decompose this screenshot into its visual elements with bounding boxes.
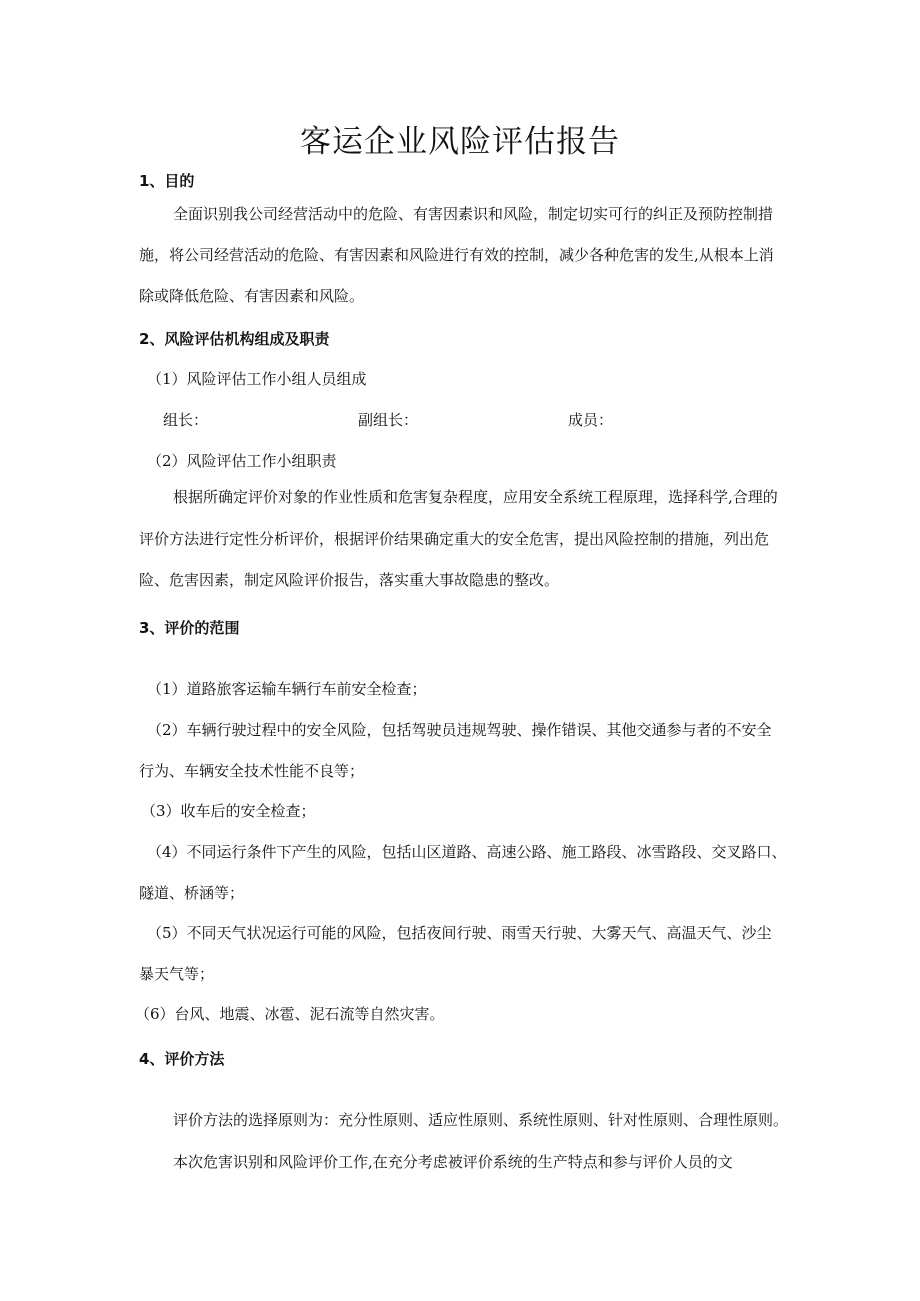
section-4-line-1: 评价方法的选择原则为：充分性原则、适应性原则、系统性原则、针对性原则、合理性原则。 (173, 1111, 789, 1129)
scope-item-2: （2）车辆行驶过程中的安全风险，包括驾驶员违规驾驶、操作错误、其他交通参与者的不安全 (147, 721, 772, 739)
role-deputy-label: 副组长： (358, 411, 419, 429)
section-1-heading: 1、目的 (139, 172, 195, 190)
document-title: 客运企业风险评估报告 (300, 124, 620, 160)
section-2-line-3: 险、危害因素，制定风险评价报告，落实重大事故隐患的整改。 (139, 571, 560, 589)
section-2-sub-1: （1）风险评估工作小组人员组成 (147, 370, 367, 388)
section-2-line-1: 根据所确定评价对象的作业性质和危害复杂程度，应用安全系统工程原理，选择科学,合理的 (173, 488, 778, 506)
section-3-heading: 3、评价的范围 (139, 619, 240, 637)
scope-item-6: （6）台风、地震、冰雹、泥石流等自然灾害。 (135, 1005, 445, 1023)
scope-item-2-cont: 行为、车辆安全技术性能不良等； (139, 762, 365, 780)
section-1-line-1: 全面识别我公司经营活动中的危险、有害因素识和风险，制定切实可行的纠正及预防控制措 (173, 205, 774, 223)
section-2-line-2: 评价方法进行定性分析评价，根据评价结果确定重大的安全危害，提出风险控制的措施，列出危 (139, 530, 770, 548)
section-4-heading: 4、评价方法 (139, 1050, 225, 1068)
section-2-sub-2: （2）风险评估工作小组职责 (147, 452, 337, 470)
role-leader-label: 组长： (163, 411, 209, 429)
role-member-label: 成员： (568, 411, 614, 429)
section-1-line-2: 施，将公司经营活动的危险、有害因素和风险进行有效的控制，减少各种危害的发生,从根本上消 (139, 246, 774, 264)
scope-item-5: （5）不同天气状况运行可能的风险，包括夜间行驶、雨雪天行驶、大雾天气、高温天气、沙尘 (147, 924, 772, 942)
section-2-heading: 2、风险评估机构组成及职责 (139, 330, 330, 348)
scope-item-3: （3）收车后的安全检查； (141, 802, 316, 820)
scope-item-1: （1）道路旅客运输车辆行车前安全检查； (147, 680, 427, 698)
scope-item-4-cont: 隧道、桥涵等； (139, 884, 245, 902)
scope-item-4: （4）不同运行条件下产生的风险，包括山区道路、高速公路、施工路段、冰雪路段、交叉路口、 (147, 843, 787, 861)
scope-item-5-cont: 暴天气等； (139, 965, 215, 983)
section-4-line-2: 本次危害识别和风险评价工作,在充分考虑被评价系统的生产特点和参与评价人员的文 (173, 1153, 733, 1171)
section-1-line-3: 除或降低危险、有害因素和风险。 (139, 287, 365, 305)
